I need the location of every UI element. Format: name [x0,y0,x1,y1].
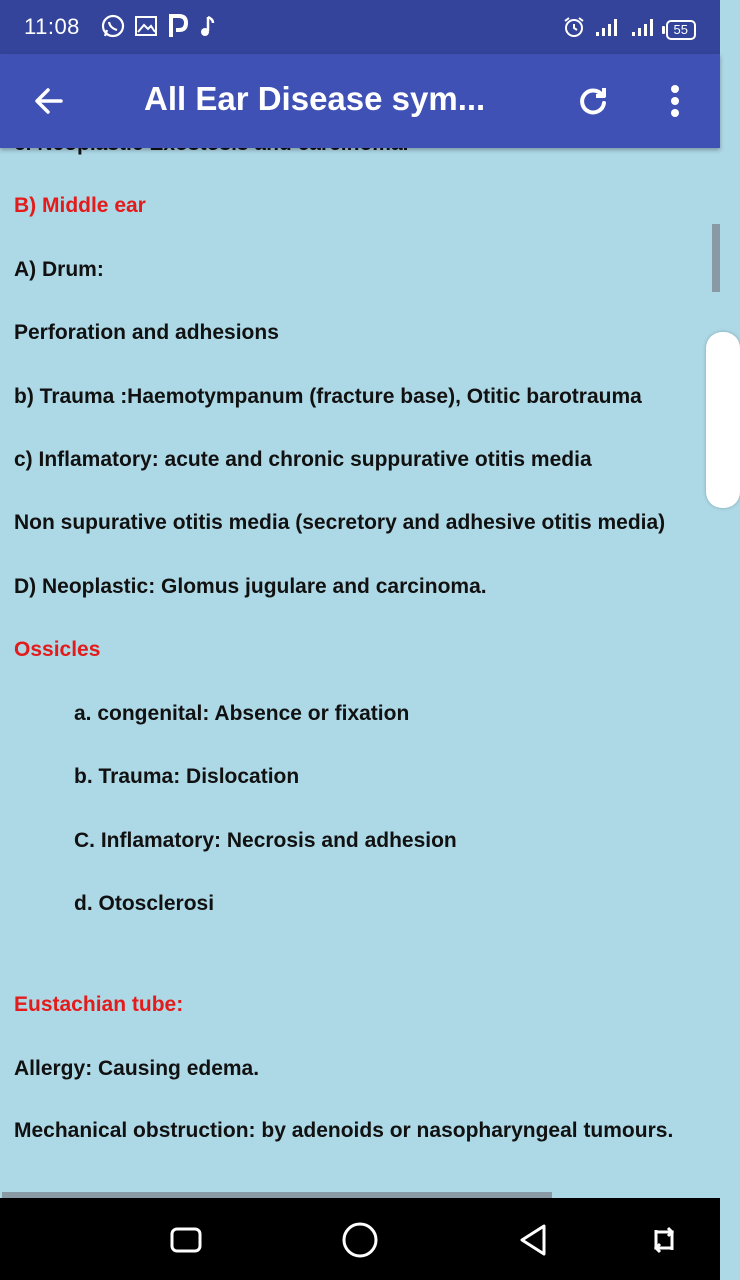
text-line: Perforation and adhesions [14,321,279,344]
refresh-button[interactable] [568,76,618,126]
signal-icon [594,16,622,43]
p-app-icon [166,13,190,44]
home-icon [340,1220,380,1260]
page-title: All Ear Disease sym... [144,80,486,117]
recents-icon [169,1223,203,1257]
list-item: C. Inflamatory: Necrosis and adhesion [74,829,457,852]
side-panel-handle[interactable] [706,332,740,508]
text-line: D) Neoplastic: Glomus jugulare and carcinoma. [14,575,487,598]
list-item: a. congenital: Absence or fixation [74,702,410,725]
alarm-icon [562,15,586,44]
text-line: c) Inflamatory: acute and chronic suppurative otitis media [14,448,592,471]
text-line: Mechanical obstruction: by adenoids or nasopharyngeal tumours. [14,1119,674,1142]
music-note-icon [198,14,216,43]
rotate-screen-icon [648,1222,680,1258]
system-nav-bar [0,1198,720,1280]
recents-button[interactable] [162,1216,210,1264]
gallery-icon [134,14,158,43]
more-vert-icon [669,83,681,119]
battery-indicator: 55 [666,20,696,40]
whatsapp-icon [100,13,126,44]
section-heading: Eustachian tube: [14,993,184,1016]
arrow-back-icon [31,83,67,119]
notification-icons [100,13,216,44]
app-bar [0,54,720,148]
home-button[interactable] [336,1216,384,1264]
overflow-menu-button[interactable] [650,76,700,126]
text-line: A) Drum: [14,258,104,281]
back-triangle-icon [516,1222,552,1258]
back-nav-button[interactable] [510,1216,558,1264]
signal-icon-2 [630,16,658,43]
text-line: Non supurative otitis media (secretory and adhesive otitis media) [14,511,666,534]
section-heading: B) Middle ear [14,194,146,217]
system-icons [562,15,696,44]
article-content[interactable] [0,148,720,1198]
text-line: Allergy: Causing edema. [14,1057,260,1080]
list-item: d. Otosclerosi [74,892,215,915]
list-item: b. Trauma: Dislocation [74,765,300,788]
status-time: 11:08 [24,14,80,39]
status-bar [0,0,720,54]
section-heading: Ossicles [14,638,101,661]
text-line: b) Trauma :Haemotympanum (fracture base), Otitic barotrauma [14,385,642,408]
rotate-button[interactable] [640,1216,688,1264]
refresh-icon [575,83,611,119]
back-button[interactable] [24,76,74,126]
vertical-scrollbar[interactable] [712,224,720,292]
